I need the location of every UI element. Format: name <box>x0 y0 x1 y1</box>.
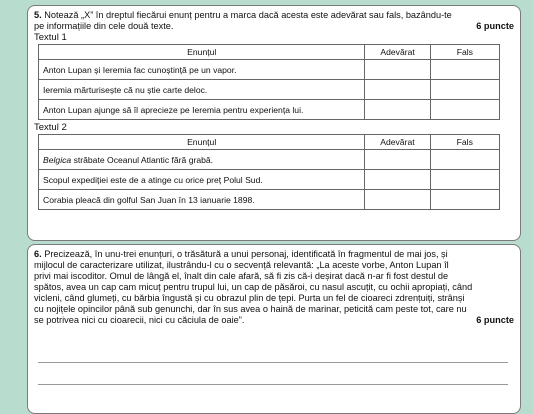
true-answer-cell[interactable] <box>365 60 430 80</box>
header-false: Fals <box>430 135 499 150</box>
table-header-row <box>39 135 500 150</box>
header-true: Adevărat <box>365 135 430 150</box>
question-5-number: 5. <box>34 10 42 20</box>
header-true: Adevărat <box>365 45 430 60</box>
table-row <box>39 100 500 120</box>
question-6-text <box>34 249 514 326</box>
table-row <box>39 190 500 210</box>
question-6-line: spătos, avea un cap cam micuț pentru trupul lui, un cap de păsăroi, cu nasul ascuțit, cu ochii apropiați, când <box>34 282 473 292</box>
statement-text: străbate Oceanul Atlantic fără grabă. <box>71 154 214 165</box>
statement-text: Corabia pleacă din golful San Juan în 13 ianuarie 1898. <box>43 194 255 205</box>
header-false: Fals <box>430 45 499 60</box>
true-answer-cell[interactable] <box>365 80 430 100</box>
table-text1 <box>38 44 500 120</box>
statement-cell: Ieremia mărturisește că nu știe carte deloc. <box>39 80 365 100</box>
question-5-card <box>27 5 521 241</box>
true-answer-cell[interactable] <box>365 150 430 170</box>
true-answer-cell[interactable] <box>365 190 430 210</box>
question-6-line: mijlocul de caracterizare utilizat, ilustrându-l cu o secvență relevantă: „La aceste vorbe, Anton Lupan îl <box>34 260 449 270</box>
question-6-line: Precizează, în unu-trei enunțuri, o trăsătură a unui personaj, identificată în fragmentul de mai jos, și <box>44 249 448 259</box>
answer-line[interactable] <box>38 384 508 385</box>
false-answer-cell[interactable] <box>430 100 499 120</box>
table-text2 <box>38 134 500 210</box>
statement-cell <box>39 150 365 170</box>
statement-cell: Anton Lupan ajunge să îl aprecieze pe Ieremia pentru experiența lui. <box>39 100 365 120</box>
statement-cell <box>39 170 365 190</box>
true-answer-cell[interactable] <box>365 100 430 120</box>
question-6-line: cu nojițele opincilor până sub genunchi, dar în sus avea o haină de marinar, peticită cam peste tot, care nu <box>34 304 467 314</box>
table-row <box>39 60 500 80</box>
question-6-line: privi mai iscoditor. Omul de lângă el, înalt din cale afară, să fi zis că-i deșirat dacă n-ar fi fost destul de <box>34 271 449 281</box>
false-answer-cell[interactable] <box>430 150 499 170</box>
question-5-text-line2: pe informațiile din cele două texte. <box>34 21 174 31</box>
statement-cell: Anton Lupan și Ieremia fac cunoștință pe un vapor. <box>39 60 365 80</box>
statement-text: Scopul expediției este de a atinge cu orice preț Polul Sud. <box>43 174 263 185</box>
question-6-card <box>27 244 521 414</box>
statement-cell <box>39 190 365 210</box>
question-6-line: se potrivea nici cu cioarecii, nici cu căciula de oaie”. <box>34 315 245 325</box>
table-header-row <box>39 45 500 60</box>
question-5-instructions <box>34 10 514 32</box>
table-row <box>39 80 500 100</box>
question-5-text-line1: Notează „X” în dreptul fiecărui enunț pentru a marca dacă acesta este adevărat sau fals, bazându-te <box>44 10 452 20</box>
question-5-points: 6 puncte <box>476 21 514 31</box>
question-6-number: 6. <box>34 249 42 259</box>
table1-label: Textul 1 <box>34 32 67 43</box>
true-answer-cell[interactable] <box>365 170 430 190</box>
table2-label: Textul 2 <box>34 122 67 133</box>
question-6-points: 6 puncte <box>476 315 514 325</box>
false-answer-cell[interactable] <box>430 80 499 100</box>
table-row <box>39 170 500 190</box>
false-answer-cell[interactable] <box>430 170 499 190</box>
false-answer-cell[interactable] <box>430 190 499 210</box>
header-statement: Enunțul <box>39 135 365 150</box>
answer-line[interactable] <box>38 362 508 363</box>
ship-name: Belgica <box>43 154 72 165</box>
false-answer-cell[interactable] <box>430 60 499 80</box>
question-6-line: vicleni, când glumeți, cu bărbia îngustă și cu obrazul plin de țepi. Purta un fel de cioareci zdrențuiți, strânși <box>34 293 465 303</box>
table-row <box>39 150 500 170</box>
header-statement: Enunțul <box>39 45 365 60</box>
